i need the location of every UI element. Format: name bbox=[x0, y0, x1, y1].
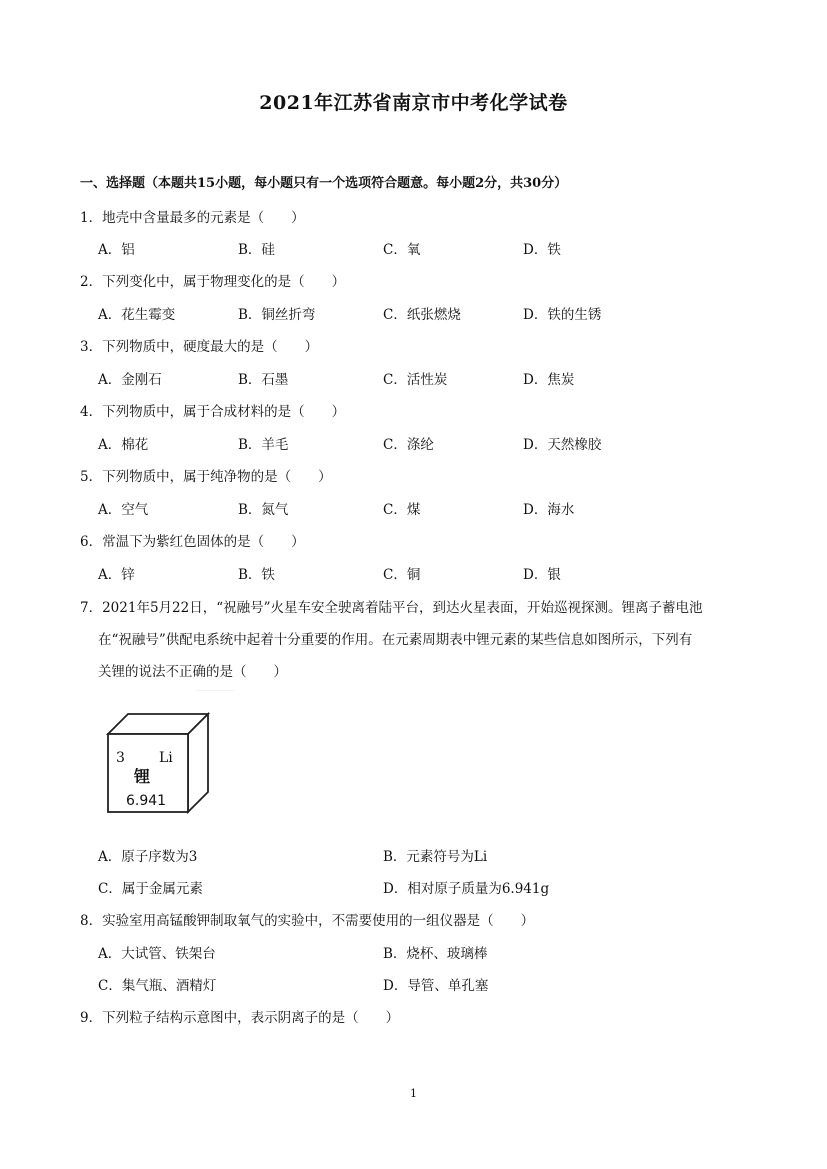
question-8-option-d: D．导管、单孔塞 bbox=[383, 978, 489, 994]
question-2-option-a: A．花生霉变 bbox=[98, 307, 176, 323]
question-6-option-a: A．锌 bbox=[98, 567, 135, 583]
question-4-option-d: D．天然橡胶 bbox=[523, 437, 602, 453]
question-2-option-d: D．铁的生锈 bbox=[523, 307, 602, 323]
question-3-option-c: C．活性炭 bbox=[383, 372, 448, 388]
question-3-stem: 3．下列物质中，硬度最大的是（ ） bbox=[80, 339, 319, 355]
section-heading: 一、选择题（本题共15小题，每小题只有一个选项符合题意。每小题2分，共30分） bbox=[80, 176, 568, 191]
question-6-option-c: C．铜 bbox=[383, 567, 421, 583]
question-7-stem-line-2: 在“祝融号”供配电系统中起着十分重要的作用。在元素周期表中锂元素的某些信息如图所示，下列有 bbox=[98, 632, 693, 648]
question-5-option-c: C．煤 bbox=[383, 502, 421, 518]
question-5-option-a: A．空气 bbox=[98, 502, 149, 518]
question-5-stem: 5．下列物质中，属于纯净物的是（ ） bbox=[80, 469, 332, 485]
question-4-option-c: C．涤纶 bbox=[383, 437, 434, 453]
question-6-option-d: D．银 bbox=[523, 567, 561, 583]
question-5-option-d: D．海水 bbox=[523, 502, 575, 518]
element-cube-drawing bbox=[96, 690, 236, 820]
element-symbol: Li bbox=[159, 750, 173, 766]
question-3-option-a: A．金刚石 bbox=[98, 372, 162, 388]
question-1-stem: 1．地壳中含量最多的元素是（ ） bbox=[80, 210, 305, 226]
question-4-option-a: A．棉花 bbox=[98, 437, 149, 453]
question-7-stem-line-3: 关锂的说法不正确的是（ ） bbox=[98, 664, 287, 680]
question-3-option-b: B．石墨 bbox=[238, 372, 289, 388]
element-atomic-mass: 6.941 bbox=[126, 793, 167, 809]
question-6-stem: 6．常温下为紫红色固体的是（ ） bbox=[80, 534, 305, 550]
question-8-stem: 8．实验室用高锰酸钾制取氧气的实验中，不需要使用的一组仪器是（ ） bbox=[80, 913, 535, 929]
question-4-stem: 4．下列物质中，属于合成材料的是（ ） bbox=[80, 404, 346, 420]
question-5-option-b: B．氮气 bbox=[238, 502, 289, 518]
question-7-option-b: B．元素符号为Li bbox=[383, 849, 488, 865]
page-number: 1 bbox=[410, 1087, 417, 1100]
question-3-option-d: D．焦炭 bbox=[523, 372, 575, 388]
question-7-option-d: D．相对原子质量为6.941g bbox=[383, 881, 550, 897]
question-1-option-d: D．铁 bbox=[523, 242, 561, 258]
question-7-stem-line-1: 7．2021年5月22日，“祝融号”火星车安全驶离着陆平台，到达火星表面，开始巡视探测。锂离子蓄电池 bbox=[80, 600, 703, 616]
question-2-stem: 2．下列变化中，属于物理变化的是（ ） bbox=[80, 274, 346, 290]
question-8-option-b: B．烧杯、玻璃棒 bbox=[383, 946, 488, 962]
question-4-option-b: B．羊毛 bbox=[238, 437, 289, 453]
question-6-option-b: B．铁 bbox=[238, 567, 275, 583]
question-7-option-c: C．属于金属元素 bbox=[98, 881, 203, 897]
element-atomic-number: 3 bbox=[116, 750, 125, 766]
element-name: 锂 bbox=[134, 767, 151, 786]
question-2-option-c: C．纸张燃烧 bbox=[383, 307, 461, 323]
question-7-option-a: A．原子序数为3 bbox=[98, 849, 198, 865]
question-8-option-c: C．集气瓶、酒精灯 bbox=[98, 978, 217, 994]
page-title: 2021年江苏省南京市中考化学试卷 bbox=[259, 92, 568, 114]
question-9-stem: 9．下列粒子结构示意图中，表示阴离子的是（ ） bbox=[80, 1010, 400, 1026]
question-2-option-b: B．铜丝折弯 bbox=[238, 307, 316, 323]
question-1-option-c: C．氧 bbox=[383, 242, 421, 258]
question-8-option-a: A．大试管、铁架台 bbox=[98, 946, 216, 962]
element-lithium-figure bbox=[96, 690, 236, 820]
question-1-option-b: B．硅 bbox=[238, 242, 275, 258]
question-1-option-a: A．铝 bbox=[98, 242, 135, 258]
